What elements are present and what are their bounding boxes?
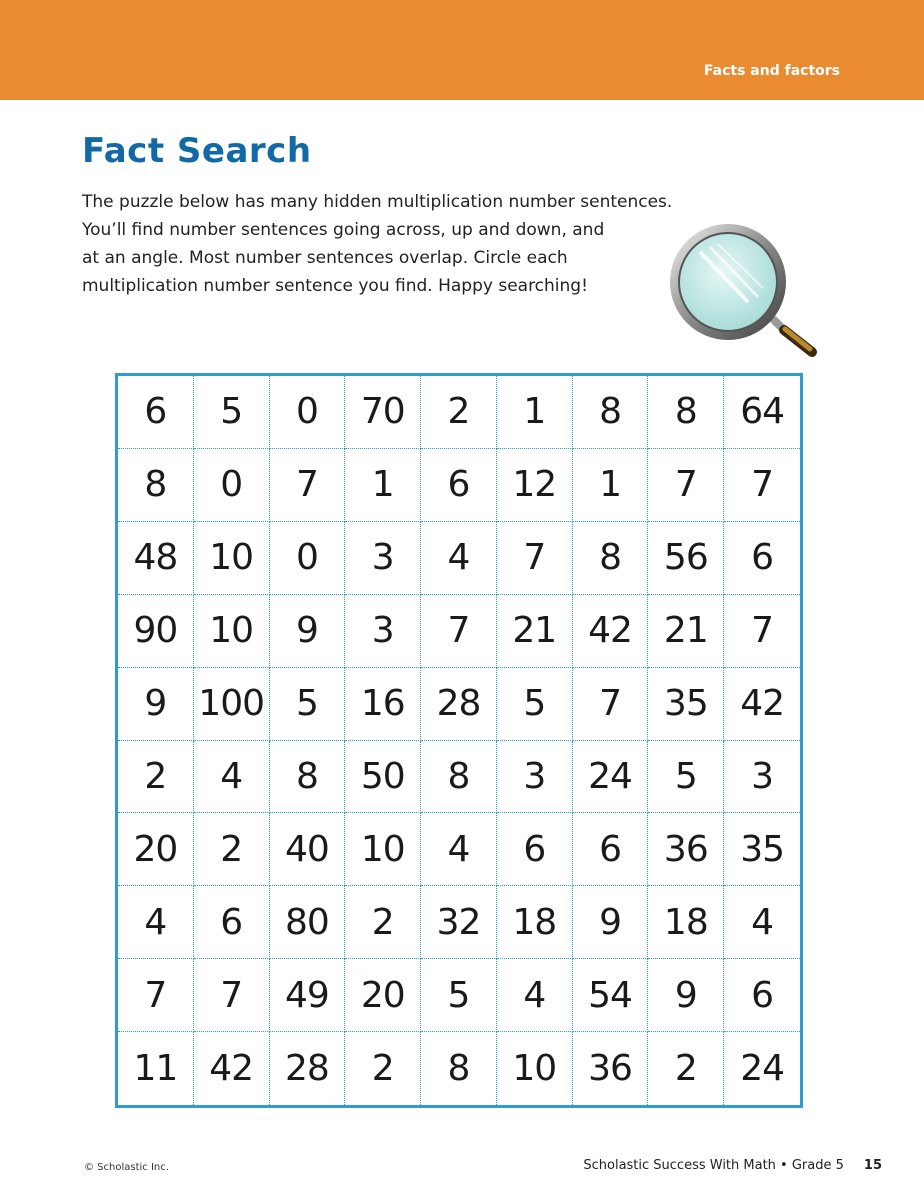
grid-cell[interactable]: 7: [648, 449, 724, 522]
grid-cell[interactable]: 7: [421, 595, 497, 668]
grid-cell[interactable]: 90: [118, 595, 194, 668]
copyright: © Scholastic Inc.: [84, 1162, 169, 1173]
grid-cell[interactable]: 6: [573, 813, 649, 886]
grid-cell[interactable]: 3: [345, 522, 421, 595]
grid-cell[interactable]: 5: [497, 668, 573, 741]
grid-cell[interactable]: 7: [724, 449, 800, 522]
grid-cell[interactable]: 8: [648, 376, 724, 449]
grid-cell[interactable]: 35: [724, 813, 800, 886]
grid-cell[interactable]: 50: [345, 741, 421, 814]
grid-cell[interactable]: 80: [270, 886, 346, 959]
grid-cell[interactable]: 9: [118, 668, 194, 741]
instruction-line: multiplication number sentence you find. Happy searching!: [82, 276, 588, 296]
grid-cell[interactable]: 32: [421, 886, 497, 959]
grid-cell[interactable]: 42: [724, 668, 800, 741]
grid-cell[interactable]: 11: [118, 1032, 194, 1105]
grid-cell[interactable]: 20: [345, 959, 421, 1032]
grid-cell[interactable]: 48: [118, 522, 194, 595]
grid-cell[interactable]: 3: [724, 741, 800, 814]
grid-cell[interactable]: 7: [270, 449, 346, 522]
grid-cell[interactable]: 42: [194, 1032, 270, 1105]
instruction-line: You’ll find number sentences going across, up and down, and: [82, 220, 605, 240]
grid-cell[interactable]: 7: [497, 522, 573, 595]
grid-cell[interactable]: 7: [724, 595, 800, 668]
grid-cell[interactable]: 4: [724, 886, 800, 959]
grid-cell[interactable]: 3: [345, 595, 421, 668]
magnifying-glass-icon: [660, 222, 825, 367]
grid-cell[interactable]: 6: [194, 886, 270, 959]
grid-cell[interactable]: 9: [648, 959, 724, 1032]
grid-cell[interactable]: 4: [194, 741, 270, 814]
grid-cell[interactable]: 2: [345, 1032, 421, 1105]
fact-search-grid: [115, 373, 803, 1108]
grid-cell[interactable]: 1: [497, 376, 573, 449]
grid-cell[interactable]: 8: [270, 741, 346, 814]
grid-cell[interactable]: 2: [118, 741, 194, 814]
grid-cell[interactable]: 35: [648, 668, 724, 741]
grid-cell[interactable]: 2: [648, 1032, 724, 1105]
grid-cell[interactable]: 28: [270, 1032, 346, 1105]
page-number: 15: [863, 1158, 882, 1173]
grid-cell[interactable]: 1: [345, 449, 421, 522]
grid-cell[interactable]: 20: [118, 813, 194, 886]
page-title: Fact Search: [82, 131, 312, 171]
grid-cell[interactable]: 9: [270, 595, 346, 668]
grid-cell[interactable]: 8: [421, 1032, 497, 1105]
grid-cell[interactable]: 4: [118, 886, 194, 959]
grid-cell[interactable]: 8: [573, 522, 649, 595]
grid-cell[interactable]: 6: [421, 449, 497, 522]
grid-cell[interactable]: 0: [270, 376, 346, 449]
grid-cell[interactable]: 1: [573, 449, 649, 522]
grid-cell[interactable]: 5: [194, 376, 270, 449]
grid-cell[interactable]: 10: [497, 1032, 573, 1105]
grid-cell[interactable]: 8: [118, 449, 194, 522]
section-label: Facts and factors: [703, 63, 840, 79]
grid-cell[interactable]: 24: [740, 1048, 785, 1090]
grid-cell[interactable]: 21: [497, 595, 573, 668]
grid-cell[interactable]: 64: [724, 376, 800, 449]
grid-cell[interactable]: 5: [648, 741, 724, 814]
grid-cell[interactable]: 12: [497, 449, 573, 522]
grid-cell[interactable]: 9: [573, 886, 649, 959]
grid-cell[interactable]: 2: [345, 886, 421, 959]
grid-cell[interactable]: 100: [194, 668, 270, 741]
grid-cell[interactable]: 49: [270, 959, 346, 1032]
grid-cell[interactable]: 0: [270, 522, 346, 595]
grid-cell[interactable]: 3: [497, 741, 573, 814]
grid-cell[interactable]: 5: [270, 668, 346, 741]
grid-cell[interactable]: 16: [345, 668, 421, 741]
grid-cell[interactable]: 6: [497, 813, 573, 886]
grid-cell[interactable]: 7: [194, 959, 270, 1032]
grid-cell[interactable]: 40: [270, 813, 346, 886]
instruction-line: at an angle. Most number sentences overlap. Circle each: [82, 248, 568, 268]
grid-cell[interactable]: 0: [194, 449, 270, 522]
grid-cell[interactable]: 6: [724, 522, 800, 595]
grid-cell[interactable]: 6: [724, 959, 800, 1032]
grid-cell[interactable]: 10: [194, 595, 270, 668]
grid-cell[interactable]: 21: [648, 595, 724, 668]
grid-cell[interactable]: 18: [648, 886, 724, 959]
grid-cell[interactable]: 10: [194, 522, 270, 595]
grid-cell[interactable]: 8: [421, 741, 497, 814]
grid-cell[interactable]: 5: [421, 959, 497, 1032]
grid-cell[interactable]: 4: [497, 959, 573, 1032]
grid-cell[interactable]: 4: [421, 522, 497, 595]
grid-cell[interactable]: 18: [497, 886, 573, 959]
grid-cell[interactable]: 28: [421, 668, 497, 741]
grid-cell[interactable]: 42: [573, 595, 649, 668]
grid-cell[interactable]: 6: [118, 376, 194, 449]
grid-cell[interactable]: 7: [573, 668, 649, 741]
instruction-line: The puzzle below has many hidden multiplication number sentences.: [82, 192, 673, 212]
grid-cell[interactable]: 2: [421, 376, 497, 449]
grid-cell[interactable]: 7: [118, 959, 194, 1032]
instructions: [82, 188, 672, 300]
grid-cell[interactable]: 56: [648, 522, 724, 595]
grid-cell[interactable]: 36: [648, 813, 724, 886]
grid-cell[interactable]: 70: [345, 376, 421, 449]
book-title: Scholastic Success With Math • Grade 5: [583, 1158, 844, 1173]
grid-cell[interactable]: 10: [345, 813, 421, 886]
grid-cell[interactable]: 24: [573, 741, 649, 814]
header-banner: [0, 0, 924, 100]
grid-cell[interactable]: 2: [194, 813, 270, 886]
grid-cell[interactable]: 54: [573, 959, 649, 1032]
grid-cell[interactable]: 4: [421, 813, 497, 886]
grid-cell[interactable]: 36: [573, 1032, 649, 1105]
footer: [583, 1158, 882, 1173]
grid-cell[interactable]: 8: [573, 376, 649, 449]
